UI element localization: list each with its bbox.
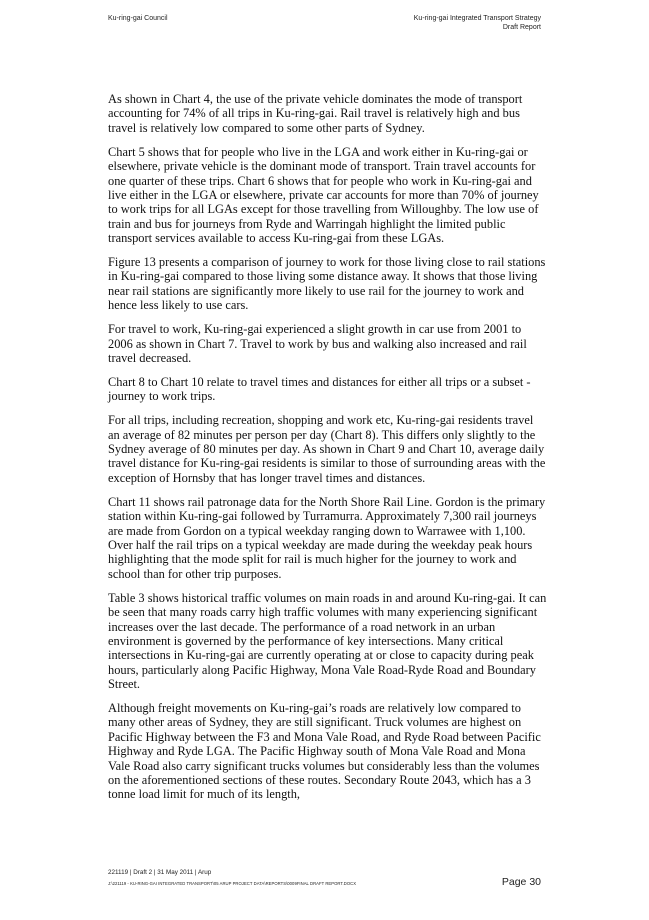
header-council-name: Ku-ring-gai Council [108,15,168,22]
page-number: Page 30 [501,876,541,888]
header-report-title-line1: Ku-ring-gai Integrated Transport Strategy [413,15,541,22]
paragraph: For travel to work, Ku-ring-gai experienced a slight growth in car use from 2001 to 2006 as shown in Chart 7. Travel to work by bus and walking also increased and rail travel decreased. [108,322,527,365]
paragraph: Table 3 shows historical traffic volumes on main roads in and around Ku-ring-gai. It can be seen that many roads carry high traffic volumes with many experiencing significant increases over the last decade. The performance of a road network in an urban environment is governed by the performance of key intersections. Many critical intersections in Ku-ring-gai are currently operating at or close to capacity during peak hours, particularly along Pacific Highway, Mona Vale Road-Ryde Road and Boundary Street. [108,590,547,692]
footer-file-path: J:\221119 - KU-RING-GAI INTEGRATED TRANSPORT\05 ARUP PROJECT DATA\REPORTS\0009FINAL DRAFT REPORT.DOCX [108,881,357,886]
footer-doc-reference: 221119 | Draft 2 | 31 May 2011 | Arup [108,869,212,876]
paragraph: Chart 8 to Chart 10 relate to travel times and distances for either all trips or a subset - journey to work trips. [108,374,531,404]
paragraph: Chart 5 shows that for people who live in the LGA and work either in Ku-ring-gai or elsewhere, private vehicle is the dominant mode of transport. Train travel accounts for one quarter of these trips. Chart 6 shows that for people who work in Ku-ring-gai and live either in the LGA or elsewhere, private car accounts for more than 70% of journey to work trips for all LGAs except for those travelling from Willoughby. The low use of train and bus for journeys from Ryde and Warringah highlight the limited public transport services available to access Ku-ring-gai from these LGAs. [108,144,539,246]
paragraph: As shown in Chart 4, the use of the private vehicle dominates the mode of transport accounting for 74% of all trips in Ku-ring-gai. Rail travel is relatively high and bus travel is relatively low compared to some other parts of Sydney. [108,92,523,135]
paragraph: For all trips, including recreation, shopping and work etc, Ku-ring-gai residents travel an average of 82 minutes per person per day (Chart 8). This differs only slightly to the Sydney average of 80 minutes per day. As shown in Chart 9 and Chart 10, average daily travel distance for Ku-ring-gai residents is similar to those of surrounding areas with the exception of Hornsby that has longer travel times and distances. [108,413,546,485]
header-report-title [414,14,541,32]
paragraph: Figure 13 presents a comparison of journey to work for those living close to rail stations in Ku-ring-gai compared to those living some distance away. It shows that those living near rail stations are significantly more likely to use rail for the journey to work and hence less likely to use cars. [108,255,546,313]
paragraph: Chart 11 shows rail patronage data for the North Shore Rail Line. Gordon is the primary station within Ku-ring-gai followed by Turramurra. Approximately 7,300 rail journeys are made from Gordon on a typical weekday ranging down to Warrawee with 1,100. Over half the rail trips on a typical weekday are made during the weekday peak hours highlighting that the mode split for rail is much higher for the journey to work and school than for other trip purposes. [108,494,546,581]
body-text [108,92,548,811]
header-report-title-line2: Draft Report [502,24,541,31]
paragraph: Although freight movements on Ku-ring-gai’s roads are relatively low compared to many other areas of Sydney, they are still significant. Truck volumes are highest on Pacific Highway between the F3 and Mona Vale Road, and Ryde Road between Pacific Highway and Ryde LGA. The Pacific Highway south of Mona Vale Road and Mona Vale Road also carry significant trucks volumes but considerably less than the volumes on the aforementioned sections of these routes. Secondary Route 2043, which has a 3 tonne load limit for much of its length, [108,701,541,802]
